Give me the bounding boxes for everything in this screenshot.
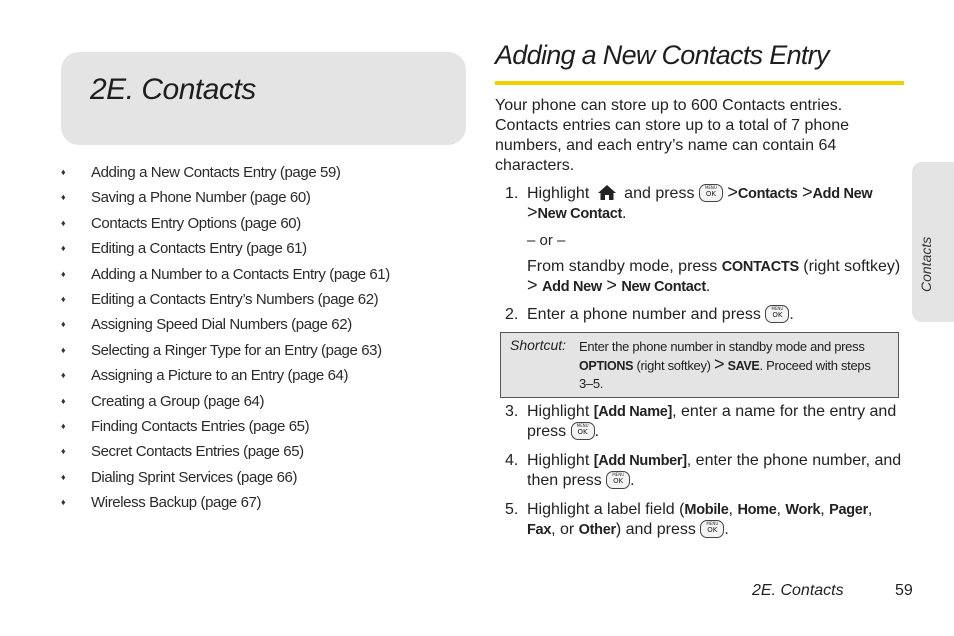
- side-tab-label: Contacts: [918, 236, 934, 292]
- chapter-toc: [61, 160, 461, 515]
- label-fax: Fax: [527, 522, 552, 538]
- bullet-icon: ♦: [61, 471, 66, 482]
- step-text: ,: [867, 501, 873, 518]
- step-4: [505, 451, 905, 491]
- toc-item-label: Secret Contacts Entries (page 65): [91, 443, 304, 461]
- toc-item: [61, 211, 461, 236]
- bullet-icon: ♦: [61, 268, 66, 279]
- toc-item-label: Adding a Number to a Contacts Entry (page 61): [91, 265, 390, 283]
- intro-paragraph: Your phone can store up to 600 Contacts entries. Contacts entries can store up to a total of 7 phone numbers, and each entry’s name can contain 64 characters.: [495, 97, 849, 174]
- toc-item: [61, 236, 461, 261]
- toc-item-label: Selecting a Ringer Type for an Entry (page 63): [91, 341, 382, 359]
- step-number: 1.: [505, 185, 519, 202]
- toc-item-label: Contacts Entry Options (page 60): [91, 214, 301, 232]
- step-2: [505, 305, 905, 325]
- step-text: .: [622, 205, 627, 222]
- arrow-separator: >: [714, 353, 725, 374]
- toc-item-label: Dialing Sprint Services (page 66): [91, 468, 298, 486]
- toc-item-label: Editing a Contacts Entry’s Numbers (page 62): [91, 290, 379, 308]
- step-alternative: [527, 257, 905, 297]
- home-icon: [597, 184, 617, 201]
- step-text: .: [630, 472, 635, 489]
- arrow-separator: >: [527, 202, 538, 222]
- bullet-icon: ♦: [61, 293, 66, 304]
- step-text: ,: [728, 501, 738, 518]
- step-text: .: [594, 423, 600, 440]
- or-separator: – or –: [527, 232, 566, 249]
- bullet-icon: ♦: [61, 446, 66, 457]
- label-work: Work: [785, 502, 821, 518]
- bullet-icon: ♦: [61, 319, 66, 330]
- arrow-separator: >: [606, 275, 617, 295]
- toc-item: [61, 312, 461, 337]
- menu-path-contacts: Contacts: [737, 186, 798, 202]
- bullet-icon: ♦: [61, 344, 66, 355]
- toc-item-label: Saving a Phone Number (page 60): [91, 189, 311, 207]
- toc-item-label: Editing a Contacts Entry (page 61): [91, 240, 307, 258]
- menu-ok-key-icon: MENU OK: [606, 471, 630, 489]
- step-text: (right softkey): [803, 258, 901, 275]
- step-5: [505, 500, 905, 540]
- step-number: 3.: [505, 403, 519, 420]
- step-text: ) and press: [615, 521, 696, 538]
- toc-item: [61, 185, 461, 210]
- step-text: , enter a name for the entry and press: [527, 403, 897, 440]
- toc-item: [61, 389, 461, 414]
- save-label: SAVE: [727, 358, 760, 373]
- menu-path-new-contact: New Contact: [621, 279, 706, 295]
- bullet-icon: ♦: [61, 420, 66, 431]
- step-text: and press: [624, 185, 695, 202]
- step-text: , enter the phone number, and then press: [527, 452, 902, 489]
- menu-ok-key-icon: MENU OK: [571, 422, 595, 440]
- shortcut-box: [500, 332, 899, 398]
- toc-item: [61, 439, 461, 464]
- menu-ok-key-icon: MENU OK: [700, 520, 724, 538]
- step-text: Highlight a label field (: [527, 501, 685, 518]
- section-rule: [495, 81, 904, 85]
- step-number: 4.: [505, 452, 519, 469]
- menu-path-new-contact: New Contact: [537, 206, 623, 222]
- toc-item-label: Finding Contacts Entries (page 65): [91, 417, 310, 435]
- field-add-name: [Add Name]: [593, 404, 673, 420]
- shortcut-label: Shortcut:: [510, 337, 567, 353]
- toc-item: [61, 465, 461, 490]
- toc-item: [61, 414, 461, 439]
- footer-chapter: 2E. Contacts: [752, 582, 844, 599]
- bullet-icon: ♦: [61, 497, 66, 508]
- step-text: .: [724, 521, 729, 538]
- bullet-icon: ♦: [61, 167, 66, 177]
- bullet-icon: ♦: [61, 192, 66, 203]
- contacts-key-label: CONTACTS: [721, 259, 799, 275]
- toc-item-label: Assigning Speed Dial Numbers (page 62): [91, 316, 352, 334]
- bullet-icon: ♦: [61, 395, 66, 406]
- step-1: [505, 184, 905, 297]
- toc-item: [61, 160, 461, 185]
- toc-item: [61, 287, 461, 312]
- section-title: Adding a New Contacts Entry: [495, 40, 829, 70]
- chapter-header: [61, 52, 466, 145]
- step-text: Highlight: [527, 452, 590, 469]
- menu-ok-key-icon: MENU OK: [699, 184, 723, 202]
- step-number: 5.: [505, 501, 519, 518]
- step-text: From standby mode, press: [527, 258, 718, 275]
- menu-path-add-new: Add New: [541, 279, 602, 295]
- toc-item: [61, 338, 461, 363]
- step-text: , or: [551, 521, 579, 538]
- step-text: .: [705, 278, 711, 295]
- bullet-icon: ♦: [61, 217, 66, 228]
- label-home: Home: [737, 502, 777, 518]
- shortcut-text-part: Enter the phone number in standby mode and press: [579, 339, 865, 354]
- shortcut-text-part: (right softkey): [636, 357, 711, 373]
- step-text: Highlight: [527, 185, 590, 202]
- step-text: .: [789, 306, 794, 323]
- step-text: Highlight: [527, 403, 590, 420]
- step-text: ,: [776, 501, 786, 518]
- shortcut-text: [579, 338, 879, 393]
- step-3: [505, 402, 905, 442]
- label-pager: Pager: [829, 502, 868, 518]
- toc-item-label: Creating a Group (page 64): [91, 392, 265, 410]
- field-add-number: [Add Number]: [593, 453, 687, 469]
- toc-item-label: Assigning a Picture to an Entry (page 64): [91, 367, 349, 385]
- bullet-icon: ♦: [61, 370, 66, 381]
- menu-ok-key-icon: MENU OK: [765, 305, 789, 323]
- toc-item: [61, 363, 461, 388]
- bullet-icon: ♦: [61, 243, 66, 254]
- shortcut-text-part: . Proceed with steps 3–5.: [579, 357, 871, 391]
- options-key-label: OPTIONS: [579, 358, 634, 373]
- toc-item-label: Adding a New Contacts Entry (page 59): [91, 164, 341, 181]
- toc-item-label: Wireless Backup (page 67): [91, 494, 262, 512]
- label-other: Other: [578, 522, 616, 538]
- arrow-separator: >: [527, 275, 538, 295]
- label-mobile: Mobile: [684, 502, 729, 518]
- toc-item: [61, 490, 461, 515]
- step-number: 2.: [505, 306, 519, 323]
- step-text: ,: [820, 501, 830, 518]
- side-tab: [912, 162, 954, 322]
- chapter-title: 2E. Contacts: [90, 73, 256, 106]
- page-number: 59: [895, 582, 913, 599]
- step-text: Enter a phone number and press: [527, 306, 761, 323]
- arrow-separator: >: [801, 182, 813, 202]
- menu-path-add-new: Add New: [812, 186, 873, 202]
- toc-item: [61, 262, 461, 287]
- arrow-separator: >: [727, 182, 738, 202]
